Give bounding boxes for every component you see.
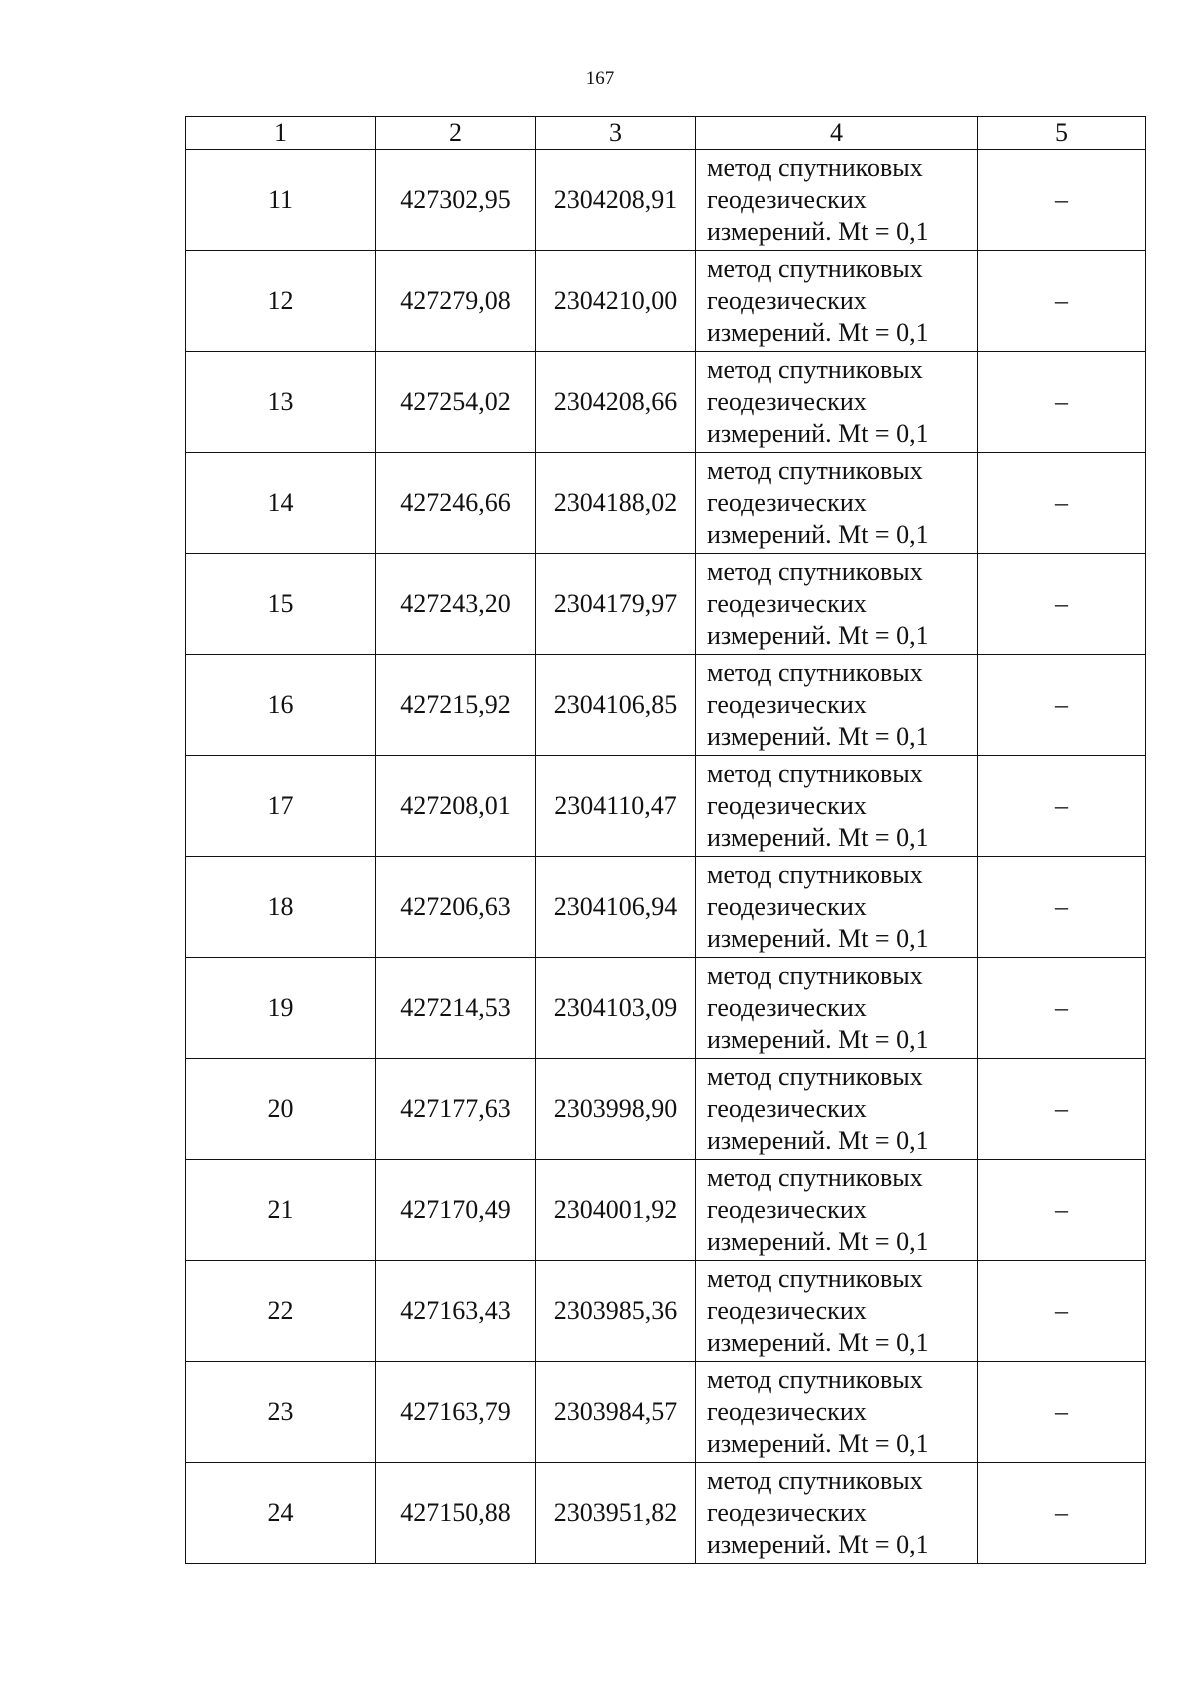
method-line: метод спутниковых xyxy=(707,153,923,182)
note-cell: – xyxy=(978,1160,1146,1261)
y-coordinate-cell: 2304188,02 xyxy=(536,453,696,554)
point-number-cell: 17 xyxy=(186,756,376,857)
point-number-cell: 23 xyxy=(186,1362,376,1463)
note-cell: – xyxy=(978,1362,1146,1463)
method-cell xyxy=(696,251,978,352)
table-row xyxy=(186,554,1146,655)
note-cell: – xyxy=(978,756,1146,857)
y-coordinate-cell: 2304179,97 xyxy=(536,554,696,655)
method-cell xyxy=(696,857,978,958)
x-coordinate-cell: 427243,20 xyxy=(376,554,536,655)
note-cell: – xyxy=(978,958,1146,1059)
y-coordinate-cell: 2304103,09 xyxy=(536,958,696,1059)
y-coordinate-cell: 2303984,57 xyxy=(536,1362,696,1463)
method-line: метод спутниковых xyxy=(707,759,923,788)
method-line: метод спутниковых xyxy=(707,254,923,283)
point-number-cell: 14 xyxy=(186,453,376,554)
method-line: измерений. Mt = 0,1 xyxy=(707,1530,929,1559)
table-row xyxy=(186,857,1146,958)
method-cell xyxy=(696,1059,978,1160)
table-body xyxy=(186,150,1146,1564)
method-cell xyxy=(696,1160,978,1261)
method-cell xyxy=(696,150,978,251)
table-row xyxy=(186,453,1146,554)
y-coordinate-cell: 2304001,92 xyxy=(536,1160,696,1261)
method-line: геодезических xyxy=(707,1094,867,1123)
x-coordinate-cell: 427302,95 xyxy=(376,150,536,251)
method-line: метод спутниковых xyxy=(707,557,923,586)
method-line: измерений. Mt = 0,1 xyxy=(707,1429,929,1458)
method-line: метод спутниковых xyxy=(707,1062,923,1091)
note-cell: – xyxy=(978,655,1146,756)
point-number-cell: 12 xyxy=(186,251,376,352)
y-coordinate-cell: 2304106,94 xyxy=(536,857,696,958)
y-coordinate-cell: 2303951,82 xyxy=(536,1463,696,1564)
table-row xyxy=(186,655,1146,756)
table-row xyxy=(186,352,1146,453)
x-coordinate-cell: 427163,43 xyxy=(376,1261,536,1362)
column-header: 4 xyxy=(696,117,978,150)
method-cell xyxy=(696,756,978,857)
method-cell xyxy=(696,453,978,554)
table-row xyxy=(186,150,1146,251)
point-number-cell: 11 xyxy=(186,150,376,251)
note-cell: – xyxy=(978,1261,1146,1362)
method-cell xyxy=(696,655,978,756)
method-cell xyxy=(696,958,978,1059)
y-coordinate-cell: 2304210,00 xyxy=(536,251,696,352)
method-line: геодезических xyxy=(707,892,867,921)
page-number: 167 xyxy=(585,68,615,89)
method-line: измерений. Mt = 0,1 xyxy=(707,520,929,549)
y-coordinate-cell: 2304208,66 xyxy=(536,352,696,453)
method-line: геодезических xyxy=(707,1397,867,1426)
method-line: метод спутниковых xyxy=(707,355,923,384)
method-cell xyxy=(696,1261,978,1362)
point-number-cell: 21 xyxy=(186,1160,376,1261)
method-line: геодезических xyxy=(707,589,867,618)
table-row xyxy=(186,251,1146,352)
method-line: геодезических xyxy=(707,791,867,820)
method-cell xyxy=(696,352,978,453)
column-header: 5 xyxy=(978,117,1146,150)
method-cell xyxy=(696,1463,978,1564)
method-line: геодезических xyxy=(707,1296,867,1325)
column-header: 3 xyxy=(536,117,696,150)
method-cell xyxy=(696,554,978,655)
x-coordinate-cell: 427214,53 xyxy=(376,958,536,1059)
y-coordinate-cell: 2304208,91 xyxy=(536,150,696,251)
method-line: измерений. Mt = 0,1 xyxy=(707,1328,929,1357)
x-coordinate-cell: 427208,01 xyxy=(376,756,536,857)
point-number-cell: 24 xyxy=(186,1463,376,1564)
x-coordinate-cell: 427150,88 xyxy=(376,1463,536,1564)
method-line: геодезических xyxy=(707,1498,867,1527)
x-coordinate-cell: 427215,92 xyxy=(376,655,536,756)
table-row xyxy=(186,1362,1146,1463)
method-line: измерений. Mt = 0,1 xyxy=(707,1126,929,1155)
y-coordinate-cell: 2304106,85 xyxy=(536,655,696,756)
note-cell: – xyxy=(978,453,1146,554)
method-line: измерений. Mt = 0,1 xyxy=(707,217,929,246)
method-line: геодезических xyxy=(707,993,867,1022)
x-coordinate-cell: 427163,79 xyxy=(376,1362,536,1463)
table-row xyxy=(186,1059,1146,1160)
method-line: геодезических xyxy=(707,286,867,315)
point-number-cell: 13 xyxy=(186,352,376,453)
note-cell: – xyxy=(978,251,1146,352)
method-line: измерений. Mt = 0,1 xyxy=(707,924,929,953)
x-coordinate-cell: 427279,08 xyxy=(376,251,536,352)
table-row xyxy=(186,756,1146,857)
point-number-cell: 22 xyxy=(186,1261,376,1362)
table-row xyxy=(186,1261,1146,1362)
note-cell: – xyxy=(978,352,1146,453)
method-cell xyxy=(696,1362,978,1463)
x-coordinate-cell: 427177,63 xyxy=(376,1059,536,1160)
table-row xyxy=(186,958,1146,1059)
y-coordinate-cell: 2303985,36 xyxy=(536,1261,696,1362)
table-row xyxy=(186,1463,1146,1564)
y-coordinate-cell: 2303998,90 xyxy=(536,1059,696,1160)
method-line: геодезических xyxy=(707,690,867,719)
column-header: 1 xyxy=(186,117,376,150)
method-line: метод спутниковых xyxy=(707,456,923,485)
method-line: метод спутниковых xyxy=(707,1365,923,1394)
method-line: метод спутниковых xyxy=(707,658,923,687)
method-line: измерений. Mt = 0,1 xyxy=(707,318,929,347)
method-line: измерений. Mt = 0,1 xyxy=(707,1025,929,1054)
note-cell: – xyxy=(978,554,1146,655)
method-line: измерений. Mt = 0,1 xyxy=(707,823,929,852)
method-line: измерений. Mt = 0,1 xyxy=(707,722,929,751)
point-number-cell: 16 xyxy=(186,655,376,756)
x-coordinate-cell: 427170,49 xyxy=(376,1160,536,1261)
note-cell: – xyxy=(978,1463,1146,1564)
x-coordinate-cell: 427246,66 xyxy=(376,453,536,554)
x-coordinate-cell: 427254,02 xyxy=(376,352,536,453)
method-line: геодезических xyxy=(707,387,867,416)
point-number-cell: 15 xyxy=(186,554,376,655)
method-line: измерений. Mt = 0,1 xyxy=(707,1227,929,1256)
method-line: метод спутниковых xyxy=(707,1264,923,1293)
x-coordinate-cell: 427206,63 xyxy=(376,857,536,958)
y-coordinate-cell: 2304110,47 xyxy=(536,756,696,857)
point-number-cell: 18 xyxy=(186,857,376,958)
column-header: 2 xyxy=(376,117,536,150)
method-line: геодезических xyxy=(707,1195,867,1224)
method-line: геодезических xyxy=(707,185,867,214)
table-header-row xyxy=(186,117,1146,150)
method-line: измерений. Mt = 0,1 xyxy=(707,419,929,448)
method-line: метод спутниковых xyxy=(707,1163,923,1192)
method-line: метод спутниковых xyxy=(707,1466,923,1495)
note-cell: – xyxy=(978,857,1146,958)
method-line: геодезических xyxy=(707,488,867,517)
coordinates-table xyxy=(185,116,1146,1564)
point-number-cell: 20 xyxy=(186,1059,376,1160)
method-line: метод спутниковых xyxy=(707,961,923,990)
method-line: метод спутниковых xyxy=(707,860,923,889)
note-cell: – xyxy=(978,150,1146,251)
method-line: измерений. Mt = 0,1 xyxy=(707,621,929,650)
table-row xyxy=(186,1160,1146,1261)
point-number-cell: 19 xyxy=(186,958,376,1059)
note-cell: – xyxy=(978,1059,1146,1160)
